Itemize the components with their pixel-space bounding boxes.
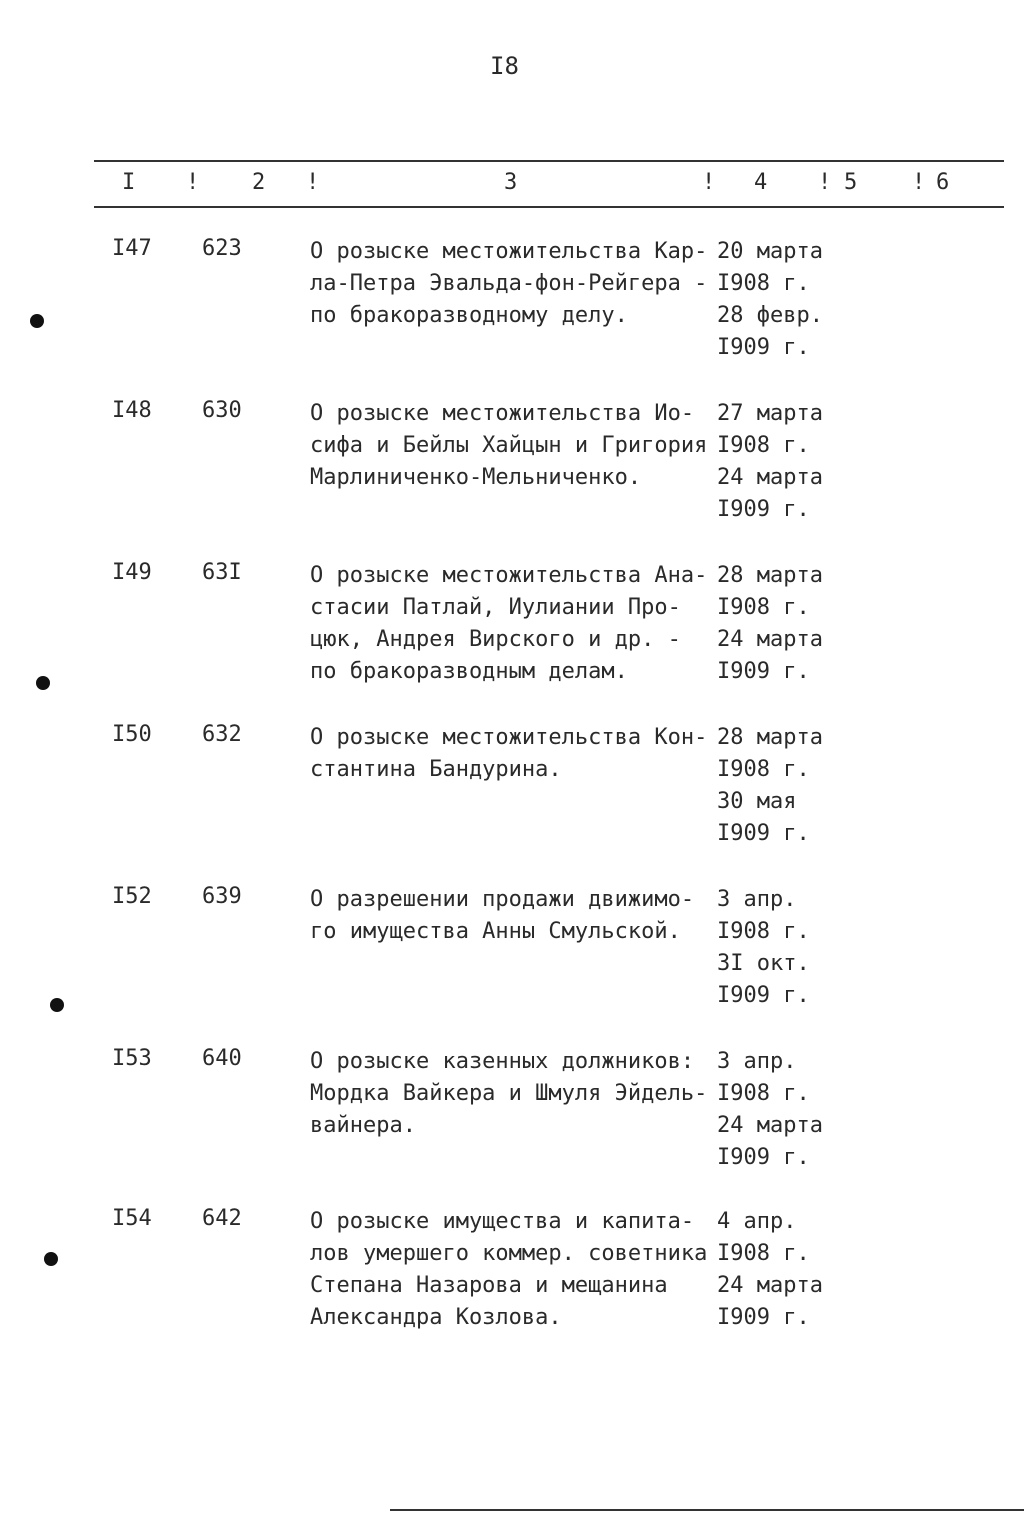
header-sep: ! xyxy=(818,170,832,195)
date-line: I909 г. xyxy=(717,1305,810,1330)
header-sep: ! xyxy=(306,170,320,195)
header-col4: 4 xyxy=(754,170,768,195)
description-line: по бракоразводному делу. xyxy=(310,303,628,328)
punch-hole xyxy=(50,998,64,1012)
description xyxy=(310,884,710,948)
date-line: I908 г. xyxy=(717,1081,810,1106)
file-number: 623 xyxy=(202,236,242,261)
date-line: I909 г. xyxy=(717,335,810,360)
dates xyxy=(717,884,867,1012)
entry-number: I53 xyxy=(112,1046,152,1071)
date-line: I909 г. xyxy=(717,821,810,846)
date-line: I908 г. xyxy=(717,595,810,620)
file-number: 63I xyxy=(202,560,242,585)
file-number: 642 xyxy=(202,1206,242,1231)
table-row xyxy=(0,1206,1024,1336)
dates xyxy=(717,1206,867,1334)
entry-number: I54 xyxy=(112,1206,152,1231)
dates xyxy=(717,1046,867,1174)
table-top-rule xyxy=(94,160,1004,162)
header-col3: 3 xyxy=(504,170,518,195)
description-line: О розыске местожительства Ио- xyxy=(310,401,695,426)
date-line: I909 г. xyxy=(717,497,810,522)
description xyxy=(310,1206,710,1334)
entry-number: I52 xyxy=(112,884,152,909)
date-line: 28 марта xyxy=(717,563,823,588)
date-line: I908 г. xyxy=(717,433,810,458)
entry-number: I49 xyxy=(112,560,152,585)
table-row xyxy=(0,398,1024,528)
date-line: 3 апр. xyxy=(717,887,797,912)
date-line: 20 марта xyxy=(717,239,823,264)
dates xyxy=(717,560,867,688)
date-line: I908 г. xyxy=(717,271,810,296)
date-line: 30 мая xyxy=(717,789,797,814)
date-line: I908 г. xyxy=(717,1241,810,1266)
date-line: 24 марта xyxy=(717,465,823,490)
header-col6: 6 xyxy=(936,170,950,195)
description-line: лов умершего коммер. советника xyxy=(310,1241,708,1266)
description xyxy=(310,236,710,332)
description-line: Степана Назарова и мещанина xyxy=(310,1273,668,1298)
description xyxy=(310,722,710,786)
date-line: 24 марта xyxy=(717,1113,823,1138)
header-col1: I xyxy=(122,170,136,195)
header-col2: 2 xyxy=(252,170,266,195)
description-line: вайнера. xyxy=(310,1113,416,1138)
description-line: цюк, Андрея Вирского и др. - xyxy=(310,627,681,652)
entry-number: I48 xyxy=(112,398,152,423)
description-line: стантина Бандурина. xyxy=(310,757,562,782)
table-row xyxy=(0,722,1024,852)
date-line: 28 февр. xyxy=(717,303,823,328)
description-line: Мордка Вайкера и Шмуля Эйдель- xyxy=(310,1081,708,1106)
date-line: 27 марта xyxy=(717,401,823,426)
punch-hole xyxy=(44,1252,58,1266)
description-line: ла-Петра Эвальда-фон-Рейгера - xyxy=(310,271,708,296)
description-line: сифа и Бейлы Хайцын и Григория xyxy=(310,433,708,458)
description-line: О розыске казенных должников: xyxy=(310,1049,695,1074)
dates xyxy=(717,398,867,526)
date-line: I908 г. xyxy=(717,757,810,782)
description xyxy=(310,560,710,688)
punch-hole xyxy=(36,676,50,690)
description-line: О розыске местожительства Кон- xyxy=(310,725,708,750)
date-line: I908 г. xyxy=(717,919,810,944)
date-line: I909 г. xyxy=(717,659,810,684)
table-header-rule xyxy=(94,206,1004,208)
header-sep: ! xyxy=(912,170,926,195)
description-line: стасии Патлай, Иулиании Про- xyxy=(310,595,681,620)
date-line: 24 марта xyxy=(717,1273,823,1298)
header-sep: ! xyxy=(702,170,716,195)
file-number: 630 xyxy=(202,398,242,423)
date-line: 3 апр. xyxy=(717,1049,797,1074)
description-line: Марлиниченко-Мельниченко. xyxy=(310,465,642,490)
description-line: го имущества Анны Смульской. xyxy=(310,919,681,944)
file-number: 639 xyxy=(202,884,242,909)
date-line: 28 марта xyxy=(717,725,823,750)
entry-number: I47 xyxy=(112,236,152,261)
description-line: О розыске местожительства Кар- xyxy=(310,239,708,264)
entry-number: I50 xyxy=(112,722,152,747)
description xyxy=(310,398,710,494)
table-row xyxy=(0,236,1024,366)
date-line: 3I окт. xyxy=(717,951,810,976)
dates xyxy=(717,236,867,364)
header-sep: ! xyxy=(186,170,200,195)
file-number: 632 xyxy=(202,722,242,747)
table-row xyxy=(0,560,1024,690)
description xyxy=(310,1046,710,1142)
header-col5: 5 xyxy=(844,170,858,195)
table-row xyxy=(0,884,1024,1014)
page-bottom-rule xyxy=(390,1509,1024,1511)
date-line: 4 апр. xyxy=(717,1209,797,1234)
dates xyxy=(717,722,867,850)
date-line: I909 г. xyxy=(717,983,810,1008)
description-line: О розыске местожительства Ана- xyxy=(310,563,708,588)
description-line: по бракоразводным делам. xyxy=(310,659,628,684)
description-line: О розыске имущества и капита- xyxy=(310,1209,695,1234)
punch-hole xyxy=(30,314,44,328)
description-line: Александра Козлова. xyxy=(310,1305,562,1330)
date-line: I909 г. xyxy=(717,1145,810,1170)
page-number: I8 xyxy=(490,52,519,80)
file-number: 640 xyxy=(202,1046,242,1071)
table-row xyxy=(0,1046,1024,1176)
description-line: О разрешении продажи движимо- xyxy=(310,887,695,912)
date-line: 24 марта xyxy=(717,627,823,652)
